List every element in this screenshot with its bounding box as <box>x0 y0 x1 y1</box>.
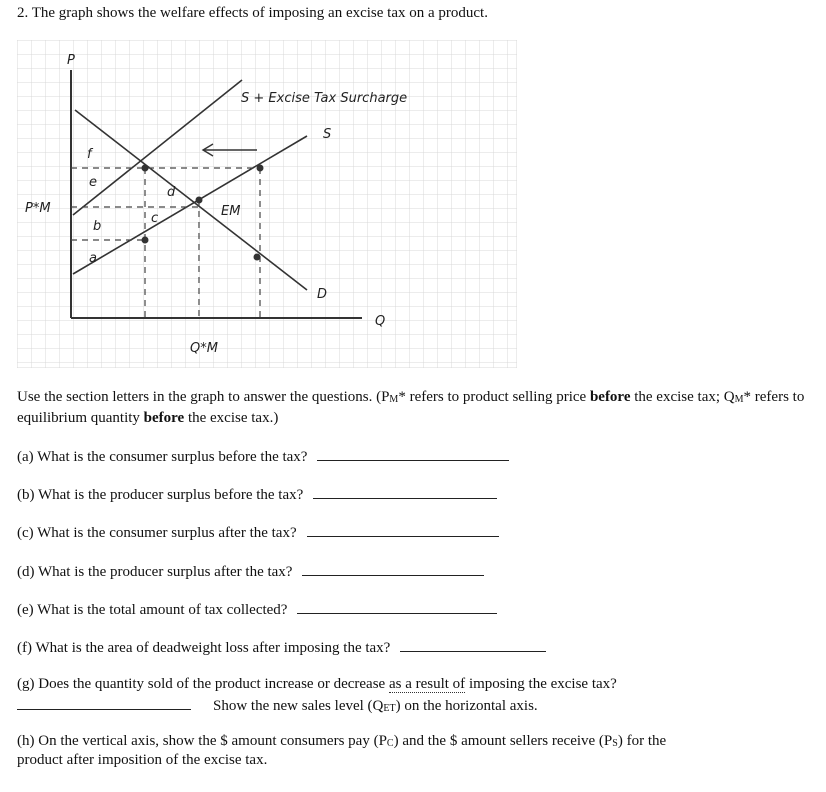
label-qm: Q*M <box>190 341 218 356</box>
question-d: (d) What is the producer surplus after the tax? <box>17 561 484 581</box>
label-pm: P*M <box>25 201 51 216</box>
section-f: f <box>87 147 92 162</box>
label-em: EM <box>221 204 241 219</box>
question-f: (f) What is the area of deadweight loss after imposing the tax? <box>17 637 546 657</box>
section-b: b <box>93 219 102 234</box>
label-supply: S <box>323 127 332 142</box>
answer-blank-e[interactable] <box>297 599 497 614</box>
point-original-equilibrium <box>196 197 203 204</box>
section-e: e <box>89 175 97 190</box>
point-supply-upper <box>257 165 264 172</box>
section-d: d <box>167 185 176 200</box>
answer-blank-d[interactable] <box>302 561 484 576</box>
point-tax-equilibrium <box>142 165 149 172</box>
label-q: Q <box>375 314 386 329</box>
answer-blank-f[interactable] <box>400 637 546 652</box>
question-h: (h) On the vertical axis, show the $ amount consumers pay $(P_C)$ and the $ amount sellers receive $(P_S)$ for the <box>17 733 667 749</box>
question-h-line2: product after imposition of the excise tax. <box>17 752 268 768</box>
question-a: (a) What is the consumer surplus before the tax? <box>17 446 509 466</box>
answer-blank-g[interactable] <box>17 695 191 710</box>
section-c: c <box>151 211 159 226</box>
welfare-graph <box>17 40 517 368</box>
question-title: 2. The graph shows the welfare effects of imposing an excise tax on a product. <box>17 5 488 21</box>
label-supply-tax: S + Excise Tax Surcharge <box>241 91 408 106</box>
point-supply-at-qt <box>142 237 149 244</box>
question-c: (c) What is the consumer surplus after the tax? <box>17 522 499 542</box>
answer-blank-b[interactable] <box>313 484 497 499</box>
question-b: (b) What is the producer surplus before the tax? <box>17 484 497 504</box>
answer-blank-a[interactable] <box>317 446 509 461</box>
question-e: (e) What is the total amount of tax collected? <box>17 599 497 619</box>
point-demand-lower <box>254 254 261 261</box>
label-demand: D <box>317 287 328 302</box>
question-g: (g) Does the quantity sold of the product increase or decrease as a result of imposing the excise tax? <box>17 676 617 692</box>
question-g-line2: Show the new sales level $(Q_{ET})$ on the horizontal axis. <box>17 695 538 715</box>
section-a: a <box>89 251 97 266</box>
label-p: P <box>67 53 75 68</box>
instructions: Use the section letters in the graph to answer the questions. ($P_M*$ refers to product selling price before the excise tax; $Q_M*$ refers to equilibrium quantity before the excise tax.) <box>17 389 805 426</box>
answer-blank-c[interactable] <box>307 522 499 537</box>
